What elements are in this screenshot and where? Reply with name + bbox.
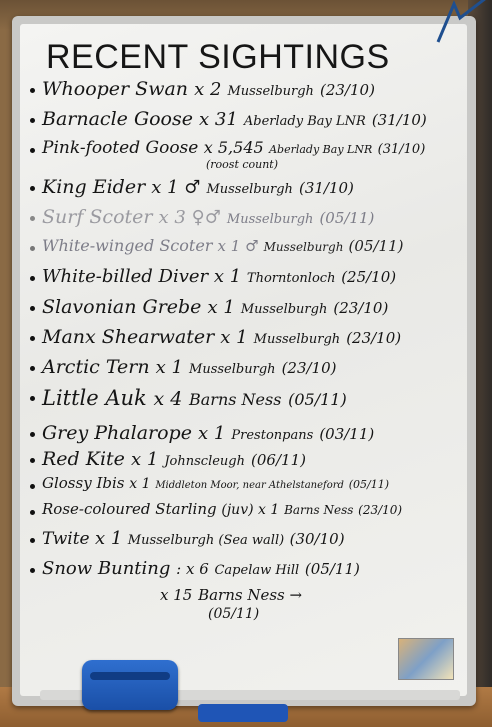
date: (25/10): [341, 268, 397, 286]
species-name: Pink-footed Goose: [42, 138, 199, 158]
sighting-row: [30, 204, 467, 234]
bullet: [30, 510, 35, 515]
bullet: [30, 88, 35, 93]
date: (23/10): [319, 81, 375, 99]
date: (06/11): [251, 451, 306, 469]
species-name: Little Auk: [42, 386, 147, 410]
sighting-row: [30, 498, 467, 528]
bullet: [30, 118, 35, 123]
location: Musselburgh (Sea wall): [127, 533, 285, 548]
whiteboard: [20, 24, 467, 696]
sighting-row: [30, 76, 467, 106]
pointer-arrow-icon: [436, 0, 492, 44]
location: Barns Ness: [284, 503, 354, 517]
species-name: White-billed Diver: [42, 266, 209, 287]
bullet: [30, 568, 35, 573]
count: x 1 ♂: [151, 177, 201, 198]
eraser: [82, 660, 178, 710]
count: x 1: [198, 423, 226, 444]
location: Aberlady Bay LNR: [243, 114, 366, 129]
location: Musselburgh: [253, 332, 341, 347]
count: x 1: [95, 528, 123, 549]
eraser-strip: [90, 672, 170, 680]
date: (30/10): [289, 530, 345, 548]
count: x 2: [194, 79, 222, 100]
sighting-row: [30, 264, 467, 294]
sighting-row-continuation: [160, 582, 420, 622]
species-name: White-winged Scoter: [42, 236, 213, 255]
bullet: [30, 216, 35, 221]
location: Musselburgh: [226, 212, 314, 227]
location: Musselburgh: [189, 362, 276, 377]
photo-thumbnail: [398, 638, 454, 680]
board-title: RECENT SIGHTINGS: [46, 38, 390, 76]
count: x 1: [130, 449, 159, 470]
bullet: [30, 432, 35, 437]
count: x 1 ♂: [217, 237, 259, 255]
location: Barns Ness →: [198, 586, 303, 604]
sighting-row: [30, 526, 467, 556]
sighting-row: [30, 136, 467, 172]
species-name: Twite: [42, 529, 90, 549]
count: : x 6: [176, 560, 209, 578]
bullet: [30, 186, 35, 191]
species-name: Barnacle Goose: [42, 108, 193, 130]
location: Middleton Moor, near Athelstaneford: [155, 480, 344, 491]
bullet: [30, 276, 35, 281]
location: Barns Ness: [189, 390, 282, 409]
species-name: Arctic Tern: [42, 356, 150, 378]
sighting-row: [30, 234, 467, 264]
date: (23/10): [333, 299, 389, 317]
count: x 1: [220, 327, 248, 348]
bullet: [30, 366, 35, 371]
bullet: [30, 484, 35, 489]
count: (juv) x 1: [221, 502, 280, 518]
date: (05/11): [208, 606, 260, 622]
species-name: Grey Phalarope: [42, 422, 192, 444]
count: x 1: [207, 297, 235, 318]
date: (05/11): [304, 560, 360, 578]
bullet: [30, 336, 35, 341]
species-name: Slavonian Grebe: [42, 296, 202, 318]
location: Johnscleugh: [164, 454, 245, 469]
count: x 3 ♀♂: [158, 207, 221, 228]
magnet-strip: [198, 704, 288, 722]
bullet: [30, 396, 35, 401]
date: (23/10): [358, 503, 403, 517]
location: Capelaw Hill: [214, 563, 300, 578]
species-name: King Eider: [42, 176, 146, 198]
species-name: Manx Shearwater: [42, 326, 215, 348]
date: (05/11): [348, 478, 389, 491]
bullet: [30, 458, 35, 463]
detail: (roost count): [206, 158, 279, 171]
date: (05/11): [288, 390, 347, 409]
date: (31/10): [371, 111, 427, 129]
bullet: [30, 246, 35, 251]
count: x 15: [160, 586, 193, 604]
date: (05/11): [319, 209, 375, 227]
date: (31/10): [298, 179, 354, 197]
location: Musselburgh: [240, 302, 328, 317]
date: (23/10): [346, 329, 402, 347]
count: x 1: [129, 476, 151, 492]
count: x 1: [213, 266, 242, 287]
bullet: [30, 306, 35, 311]
sighting-row: [30, 106, 467, 136]
sighting-row: [30, 294, 467, 324]
species-name: Rose-coloured Starling: [42, 500, 217, 518]
location: Prestonpans: [231, 428, 314, 443]
species-name: Whooper Swan: [42, 78, 189, 100]
species-name: Snow Bunting: [42, 558, 171, 579]
location: Thorntonloch: [246, 271, 336, 286]
species-name: Surf Scoter: [42, 206, 153, 228]
count: x 5,545: [203, 138, 264, 157]
location: Musselburgh: [227, 84, 314, 99]
location: Aberlady Bay LNR: [269, 143, 373, 156]
sighting-row: [30, 354, 467, 384]
count: x 4: [153, 388, 183, 410]
date: (03/11): [319, 425, 375, 443]
count: x 1: [155, 357, 183, 378]
sighting-row: [30, 324, 467, 354]
date: (05/11): [348, 237, 404, 255]
species-name: Red Kite: [42, 448, 125, 470]
sighting-row: [30, 174, 467, 204]
bullet: [30, 538, 35, 543]
location: Musselburgh: [263, 240, 344, 254]
count: x 31: [199, 109, 238, 130]
sighting-row: [30, 384, 467, 414]
bullet: [30, 148, 35, 153]
species-name: Glossy Ibis: [42, 474, 125, 492]
location: Musselburgh: [206, 182, 293, 197]
date: (31/10): [377, 142, 426, 157]
date: (23/10): [281, 359, 337, 377]
